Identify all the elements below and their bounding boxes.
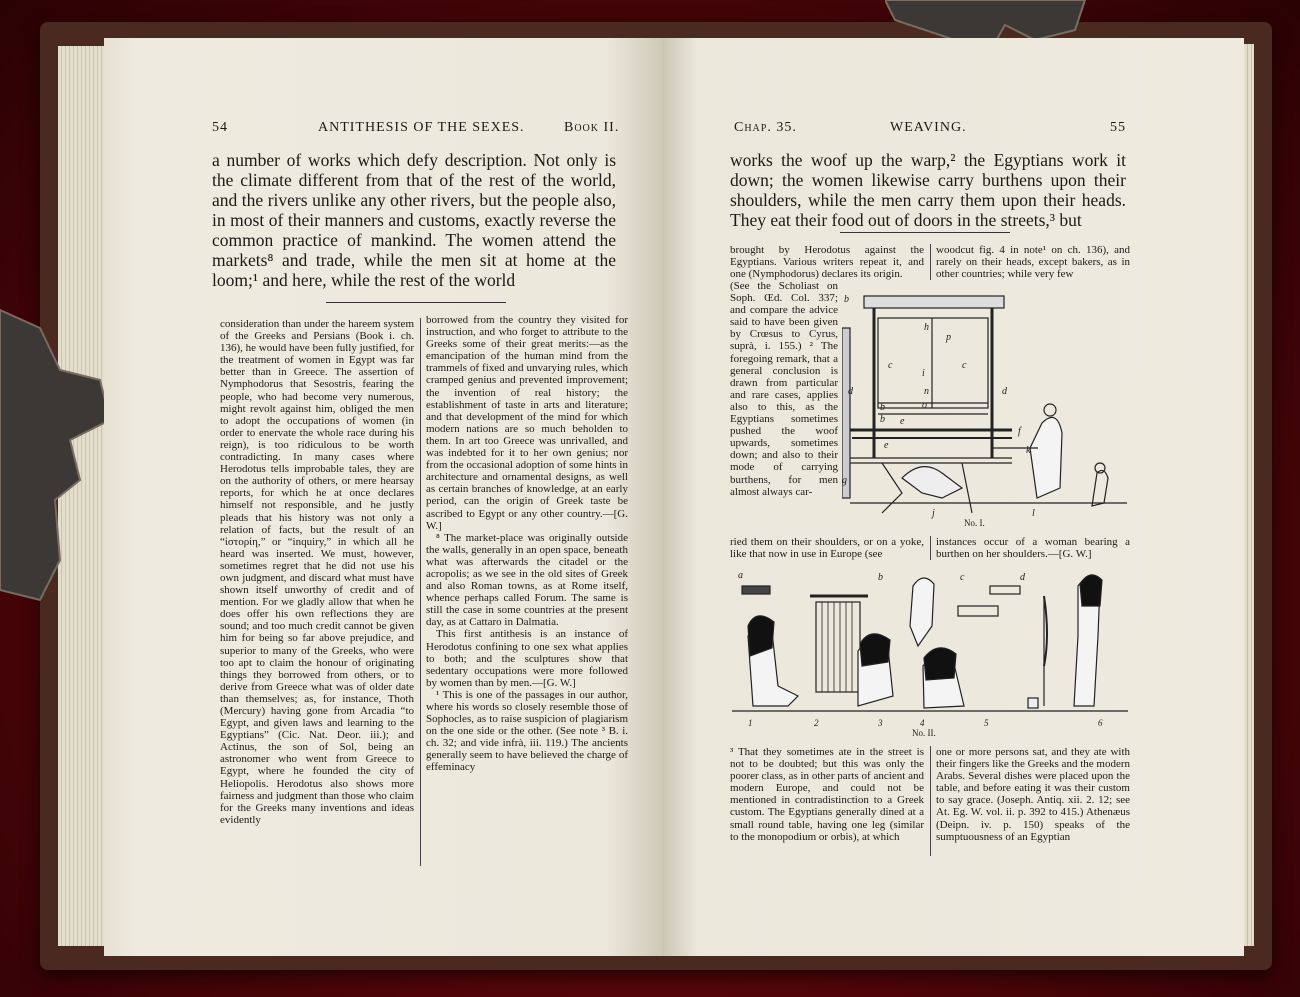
svg-text:5: 5 <box>984 718 989 728</box>
svg-text:l: l <box>1032 508 1035 519</box>
column-divider <box>420 318 421 866</box>
svg-text:d: d <box>1020 572 1025 583</box>
svg-text:e: e <box>884 440 889 451</box>
svg-text:j: j <box>932 508 935 519</box>
divider <box>326 302 506 303</box>
svg-text:n: n <box>924 386 929 397</box>
book-label: Book II. <box>564 120 620 135</box>
book-clip-left-icon <box>0 300 120 620</box>
svg-text:f: f <box>1018 426 1021 437</box>
figure-loom-illustration <box>842 288 1132 528</box>
svg-text:c: c <box>962 360 967 371</box>
svg-text:4: 4 <box>920 718 925 728</box>
column-divider <box>930 746 931 856</box>
right-page <box>662 38 1244 956</box>
footnote-narrow: (See the Scholiast on Soph. Œd. Col. 337; and compare the advice said to have been given by Crœsus to Cyrus, suprà, i. 155.) ² The foregoing remark, that a general conclusion is drawn from particular and rare cases, applies also to this, as the Egyptians sometimes pushed the woof upwards, sometimes down; and also to their mode of carrying burthens, for men almost always car- <box>730 280 838 498</box>
svg-text:b: b <box>878 572 883 583</box>
footnote-top-left: brought by Herodotus against the Egyptians. Various writers repeat it, and one (Nymphodorus) declares its origin. <box>730 244 924 281</box>
svg-text:a: a <box>738 570 743 581</box>
svg-text:k: k <box>1026 445 1031 456</box>
main-text: a number of works which defy description. Not only is the climate different from that of the rest of the world, and the rivers unlike any other rivers, but the people also, in most of their manners and customs, exactly reverse the common practice of mankind. The women attend the markets⁸ and trade, while the men sit at home at the loom;¹ and here, while the rest of the world <box>212 150 616 290</box>
footnote-bottom-right: one or more persons sat, and they ate with their fingers like the Greeks and the modern Arabs. Several dishes were placed upon the table, and before eating it was their custom to say grace. (Joseph. Antiq. xii. 2. 12; see At. Eg. W. vol. ii. p. 392 to 415.) Athenæus (Deipn. iv. p. 150) speaks of the sumptuousness of an Egyptian <box>936 746 1130 843</box>
page-number: 54 <box>212 120 228 135</box>
svg-text:d: d <box>1002 386 1007 397</box>
svg-text:i: i <box>922 368 925 379</box>
svg-text:h: h <box>924 322 929 333</box>
svg-text:p: p <box>946 332 951 343</box>
divider <box>840 232 1010 233</box>
column-divider <box>930 536 931 560</box>
svg-text:o: o <box>922 400 927 411</box>
footnote-top-right: woodcut fig. 4 in note¹ on ch. 136), and rarely on their heads, except bakers, as in other countries; while very few <box>936 244 1130 281</box>
svg-text:c: c <box>960 572 965 583</box>
svg-text:b: b <box>880 414 885 425</box>
footnote-mid-right: instances occur of a woman bearing a burthen on her shoulders.—[G. W.] <box>936 536 1130 561</box>
svg-text:e: e <box>900 416 905 427</box>
svg-text:c: c <box>888 360 893 371</box>
column-divider <box>930 244 931 280</box>
footnote-column-2: borrowed from the country they visited for instruction, and who forget to attribute to the Greeks some of their great merits:—as the emancipation of the human mind from the trammels of fixed and unvarying rules, which cramped genius and prevented improvement; the invention of real history; the establishment of taste in arts and literature; and that development of the mind for which modern nations are so much beholden to them. In art too Greece was unrivalled, and was indebted for it to her own genius; nor from the occasional adoption of some hints in architecture and ornamental designs, as well as certain branches of knowledge, at an early period, can the origin of Greek taste be ascribed to Egypt or any other country.—[G. W.] ⁸ The market-place was originally outside the walls, generally in an open space, beneath what was afterwards the citadel or the acropolis; as we see in the old sites of Greek and also Roman towns, as at Rome itself, whence perhaps called Forum. The same is still the case in some countries at the present day, as at Cattaro in Dalmatia. This first antithesis is an instance of Herodotus confining to one sex what applies to both; and the sculptures show that sedentary occupations were more followed by women than by men.—[G. W.] ¹ This is one of the passages in our author, where his words so closely resemble those of Sophocles, as to raise suspicion of plagiarism on the one side or the other. (See note ³ B. i. ch. 32; and vide infrà, iii. 119.) The ancients generally seem to have believed the charge of effeminacy <box>426 314 628 774</box>
svg-text:b: b <box>844 294 849 305</box>
svg-text:d: d <box>848 386 853 397</box>
figure-2-caption: No. II. <box>912 728 936 738</box>
svg-text:b: b <box>880 402 885 413</box>
figure-weavers-illustration <box>728 566 1132 736</box>
running-title: ANTITHESIS OF THE SEXES. <box>318 120 525 135</box>
main-text: works the woof up the warp,² the Egyptians work it down; the women likewise carry burthens upon their shoulders, while the men carry them upon their heads. They eat their food out of doors in the streets,³ but <box>730 150 1126 230</box>
svg-text:3: 3 <box>878 718 883 728</box>
figure-1-caption: No. I. <box>964 518 985 528</box>
footnote-mid-left: ried them on their shoulders, or on a yoke, like that now in use in Europe (see <box>730 536 924 561</box>
footnote-bottom-left: ³ That they sometimes ate in the street is not to be doubted; but this was only the poorer class, as in other parts of ancient and modern Europe, and could not be mentioned in contradistinction to a Greek custom. The Egyptians generally dined at a small round table, having one leg (similar to the monopodium or orbis), at which <box>730 746 924 843</box>
running-title: WEAVING. <box>890 120 967 135</box>
page-number: 55 <box>1110 120 1126 135</box>
chapter-label: Chap. 35. <box>734 120 797 135</box>
svg-text:g: g <box>842 475 847 486</box>
svg-text:2: 2 <box>814 718 819 728</box>
left-page <box>104 38 662 956</box>
svg-text:6: 6 <box>1098 718 1103 728</box>
svg-text:1: 1 <box>748 718 753 728</box>
footnote-column-1: consideration than under the hareem system of the Greeks and Persians (Book i. ch. 136), he would have been fully justified, for the treatment of women in Egypt was far better than in Greece. The assertion of Nymphodorus that Sesostris, fearing the people, who had become very numerous, might revolt against him, obliged the men to adopt the occupations of women (in order to enervate the whole race during his reign), is too ridiculous to be worth contradicting. In many cases where Herodotus tells improbable tales, they are on the authority of others, or mere hearsay reports, for which he at once declares himself not responsible, and he justly pleads that his history was not only a relation of facts, but the result of an “ἱστορίη,” or “inquiry,” in which all he heard was inserted. We must, however, sometimes regret that he did not use his own judgment, and discard what must have shown itself unworthy of credit and of mention. For we gladly allow that when he does offer his own reflections they are sound; and too much credit cannot be given him for being so far above prejudice, and superior to many of the Greeks, who were too apt to claim the honour of originating things they borrowed from others, or to derive from Greece what was of older date than themselves; as, for instance, Thoth (Mercury) having gone from Arcadia “to Egypt, and given laws and learning to the Egyptians” (Cic. Nat. Deor. iii.); and Actinus, the son of Sol, being an astronomer who went from Greece to Egypt, where he founded the city of Heliopolis. Herodotus also shows more fairness and judgment than those who claim for the Greeks many inventions and ideas evidently <box>220 318 414 826</box>
